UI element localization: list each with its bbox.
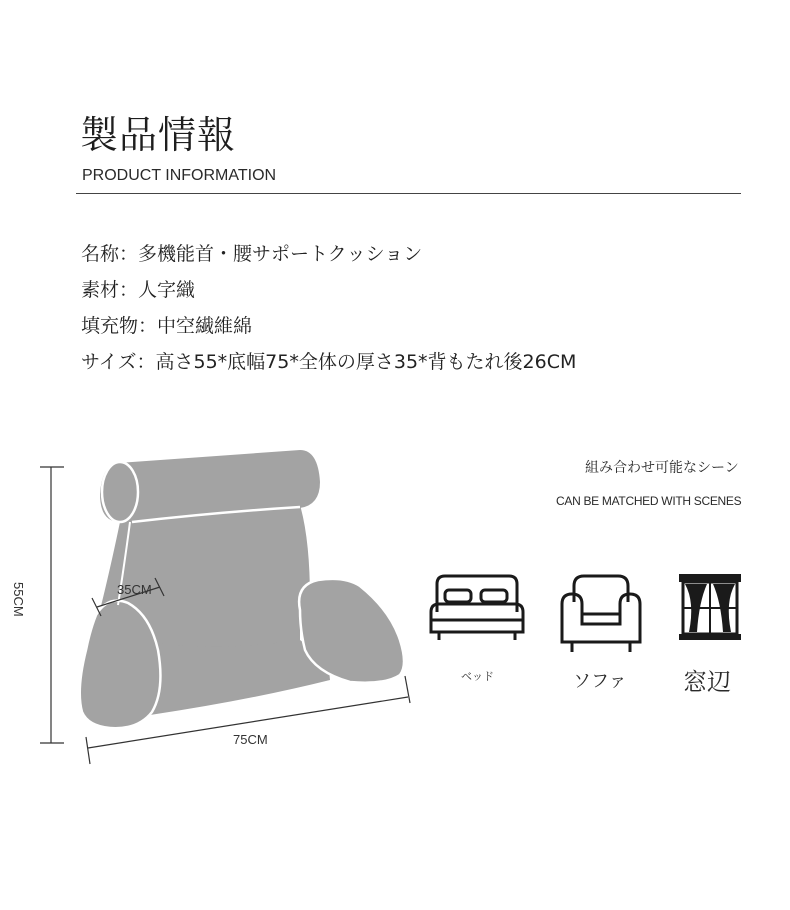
neck-roll-end (102, 462, 138, 522)
page-subtitle: PRODUCT INFORMATION (82, 167, 277, 184)
width-dim-tick-right (405, 676, 410, 703)
bed-icon (427, 572, 527, 647)
width-dim-tick-left (86, 737, 90, 764)
spec-value: 高さ55*底幅75*全体の厚さ35*背もたれ後26CM (155, 351, 577, 373)
page-title: 製品情報 (80, 113, 237, 157)
spec-label: 素材 ： (81, 279, 138, 301)
spec-label: 名称 ： (81, 243, 138, 265)
spec-label: 填充物 ： (81, 315, 157, 337)
spec-value: 中空繊維綿 (157, 315, 253, 337)
depth-label: 35CM (117, 582, 152, 597)
width-label: 75CM (233, 732, 268, 747)
spec-value: 人字織 (138, 279, 196, 301)
scene-label-window: 窓辺 (683, 668, 731, 696)
scenes-subtitle: CAN BE MATCHED WITH SCENES (556, 494, 742, 508)
spec-label: サイズ ： (81, 351, 156, 373)
sofa-icon (556, 572, 646, 662)
spec-value: 多機能首・腰サポートクッション (138, 243, 423, 265)
window-icon (677, 572, 743, 644)
scene-label-bed: ベッド (461, 670, 494, 683)
scenes-title: 組み合わせ可能なシーン (585, 460, 739, 476)
scene-label-sofa: ソファ (573, 671, 627, 692)
height-label: 55CM (11, 582, 26, 617)
